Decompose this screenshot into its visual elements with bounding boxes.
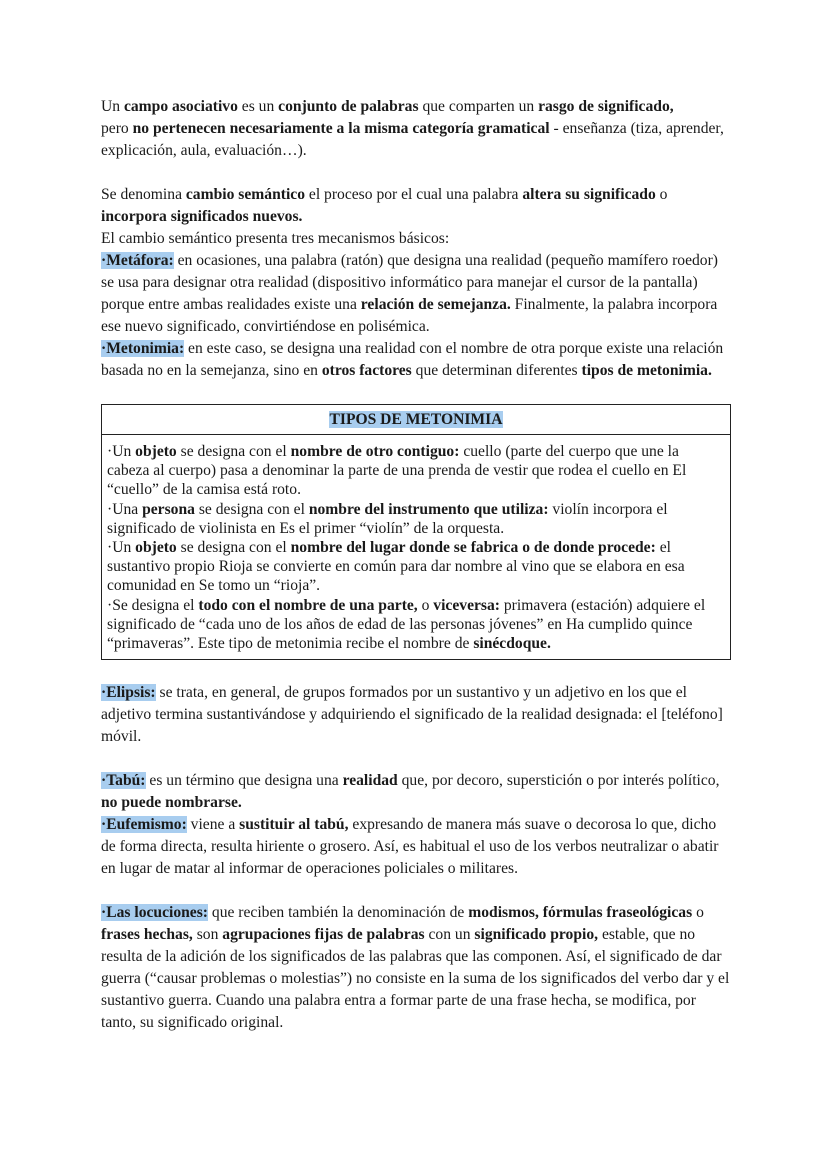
paragraph-tabu: ·Tabú: es un término que designa una realidad que, por decoro, superstición o por interés político, no puede nombrarse.	[101, 772, 720, 812]
table-header	[102, 405, 730, 435]
paragraph-mecanismos: El cambio semántico presenta tres mecanismos básicos:	[101, 230, 450, 247]
table-item-lugar: ·Un objeto se designa con el nombre del lugar donde se fabrica o de donde procede: el sustantivo propio Rioja se convierte en común para dar nombre al vino que se elabora en esa comunidad en Se tomo un “rioja”.	[107, 539, 685, 595]
table-item-contiguo: ·Un objeto se designa con el nombre de otro contiguo: cuello (parte del cuerpo que une la cabeza al cuerpo) pasa a denominar la parte de una prenda de vestir que rodea el cuello en El “cuello” de la camisa está roto.	[107, 443, 687, 499]
paragraph-metafora: ·Metáfora: en ocasiones, una palabra (ratón) que designa una realidad (pequeño mamífero roedor) se usa para designar otra realidad (dispositivo informático para manejar el cursor de la pantalla) porque entre ambas realidades existe una relación de semejanza. Finalmente, la palabra incorpora ese nuevo significado, convirtiéndose en polisémica.	[101, 252, 718, 335]
paragraph-locuciones: ·Las locuciones: que reciben también la denominación de modismos, fórmulas fraseológicas o frases hechas, son agrupaciones fijas de palabras con un significado propio, estable, que no resulta de la adición de los significados de las palabras que las componen. Así, el significado de dar guerra (“causar problemas o molestias”) no consiste en la suma de los significados del verbo dar y el sustantivo guerra. Cuando una palabra entra a formar parte de una frase hecha, se modifica, por tanto, su significado original.	[101, 904, 730, 1032]
table-item-instrumento: ·Una persona se designa con el nombre del instrumento que utiliza: violín incorpora el significado de violinista en Es el primer “violín” de la orquesta.	[107, 500, 668, 537]
paragraph-elipsis: ·Elipsis: se trata, en general, de grupos formados por un sustantivo y un adjetivo en los que el adjetivo termina sustantivándose y adquiriendo el significado de la realidad designada: el [teléfono] móvil.	[101, 684, 723, 746]
spacer	[101, 880, 731, 902]
table-title: TIPOS DE METONIMIA	[329, 411, 503, 428]
spacer	[101, 162, 731, 184]
metonimia-types-table	[101, 404, 731, 660]
table-body	[102, 435, 730, 659]
paragraph-cambio-semantico: Se denomina cambio semántico el proceso por el cual una palabra altera su significado o incorpora significados nuevos.	[101, 186, 668, 225]
locuciones-label: ·Las locuciones:	[101, 904, 208, 922]
document-page	[101, 96, 731, 1034]
metonimia-label: ·Metonimia:	[101, 340, 185, 357]
spacer	[101, 748, 731, 770]
paragraph-metonimia: ·Metonimia: en este caso, se designa una realidad con el nombre de otra porque existe una relación basada no en la semejanza, sino en otros factores que determinan diferentes tipos de metonimia.	[101, 340, 724, 379]
elipsis-label: ·Elipsis:	[101, 684, 156, 702]
eufemismo-label: ·Eufemismo:	[101, 816, 187, 834]
tabu-label: ·Tabú:	[101, 772, 146, 790]
paragraph-eufemismo: ·Eufemismo: viene a sustituir al tabú, expresando de manera más suave o decorosa lo que, dicho de forma directa, resulta hiriente o grosero. Así, es habitual el uso de los verbos neutralizar o abatir en lugar de matar al informar de operaciones policiales o militares.	[101, 816, 719, 878]
paragraph-campo-asociativo: Un campo asociativo es un conjunto de palabras que comparten un rasgo de significado, pero no pertenecen necesariamente a la misma categoría gramatical - enseñanza (tiza, aprender, explicación, aula, evaluación…).	[101, 98, 724, 159]
table-item-sinecdoque: ·Se designa el todo con el nombre de una parte, o viceversa: primavera (estación) adquiere el significado de “cada uno de los años de edad de las personas jóvenes” en Ha cumplido quince “primaveras”. Este tipo de metonimia recibe el nombre de sinécdoque.	[107, 596, 706, 653]
metafora-label: ·Metáfora:	[101, 252, 174, 269]
